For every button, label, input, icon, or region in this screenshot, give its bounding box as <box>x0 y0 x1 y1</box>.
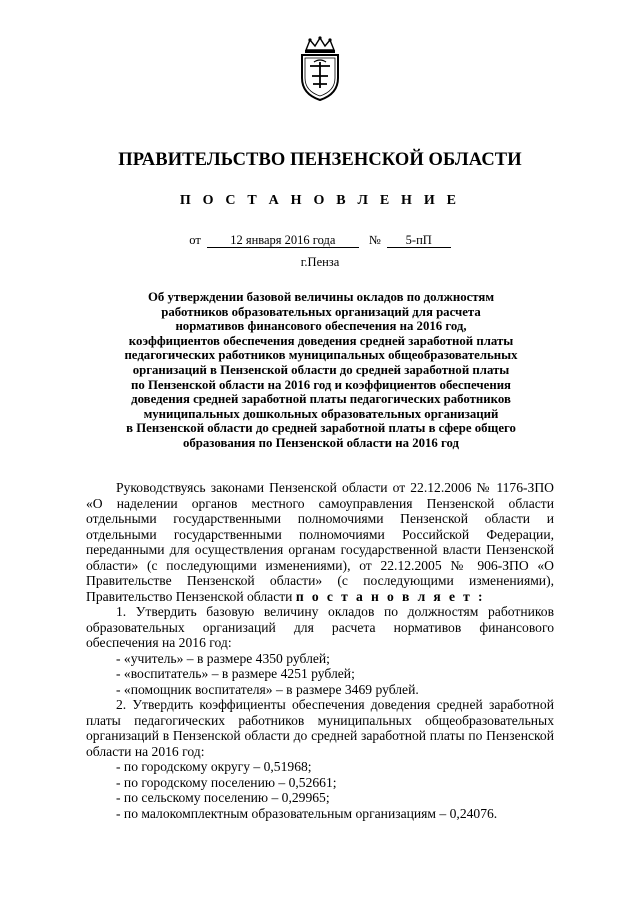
document-body <box>86 480 554 821</box>
government-title: ПРАВИТЕЛЬСТВО ПЕНЗЕНСКОЙ ОБЛАСТИ <box>118 150 522 170</box>
subject-line: доведения средней заработной платы педагогических работников <box>131 392 511 407</box>
list-item: - «учитель» – в размере 4350 рублей; <box>116 650 330 666</box>
decree-word: п о с т а н о в л я е т : <box>295 588 485 604</box>
subject-line: работников образовательных организаций для расчета <box>161 304 481 319</box>
list-item: - по сельскому поселению – 0,29965; <box>116 790 330 805</box>
subject-line: в Пензенской области до средней заработной платы в сфере общего <box>126 421 516 436</box>
city-line: г.Пенза <box>300 255 340 269</box>
penza-region-coat-of-arms-icon <box>296 36 344 102</box>
subject-line: муниципальных дошкольных образовательных организаций <box>143 406 499 421</box>
preamble-paragraph <box>86 480 554 604</box>
number-field: 5-пП <box>387 233 451 248</box>
document-type: П О С Т А Н О В Л Е Н И Е <box>179 193 461 208</box>
subject-line: нормативов финансового обеспечения на 2016 год, <box>175 319 467 334</box>
preamble-text: Руководствуясь законами Пензенской области от 22.12.2006 № 1176-ЗПО «О наделении органов местного самоуправления Пензенской области отдельными государственными полномочиями Пензенской области и отдельными государственными полномочиями Российской Федерации, переданными для осуществления органам государственной власти Пензенской области» (с последующими изменениями), от 22.12.2005 № 906-ЗПО «О Правительстве Пензенской области» (с последующими изменениями), Правительство Пензенской области <box>86 480 554 604</box>
subject-line: по Пензенской области на 2016 год и коэффициентов обеспечения <box>130 377 511 392</box>
list-item: - по городскому поселению – 0,52661; <box>116 774 337 790</box>
item-1-paragraph: 1. Утвердить базовую величину окладов по должностям работников образовательных организаций для расчета нормативов финансового обеспечения на 2016 год: <box>86 604 554 650</box>
subject-line: Об утверждении базовой величины окладов по должностям <box>147 290 495 304</box>
subject-line: организаций в Пензенской области до средней заработной платы <box>132 362 510 377</box>
list-item: - по малокомплектным образовательным организациям – 0,24076. <box>116 805 498 821</box>
date-field: 12 января 2016 года <box>207 233 359 248</box>
date-prefix: от <box>189 233 201 247</box>
list-item: - «воспитатель» – в размере 4251 рублей; <box>116 666 355 681</box>
subject-line: образования по Пензенской области на 2016 год <box>182 435 460 450</box>
item-2-paragraph: 2. Утвердить коэффициенты обеспечения доведения средней заработной платы педагогических работников муниципальных общеобразовательных организаций в Пензенской области до средней заработной платы по Пензенской области на 2016 год: <box>86 697 554 759</box>
document-subject <box>108 290 534 451</box>
subject-line: педагогических работников муниципальных общеобразовательных <box>124 348 518 363</box>
list-item: - по городскому округу – 0,51968; <box>116 759 312 774</box>
subject-line: коэффициентов обеспечения доведения средней заработной платы <box>128 333 514 348</box>
list-item: - «помощник воспитателя» – в размере 3469 рублей. <box>116 681 419 697</box>
number-prefix: № <box>368 233 381 247</box>
date-number-line <box>0 233 640 248</box>
